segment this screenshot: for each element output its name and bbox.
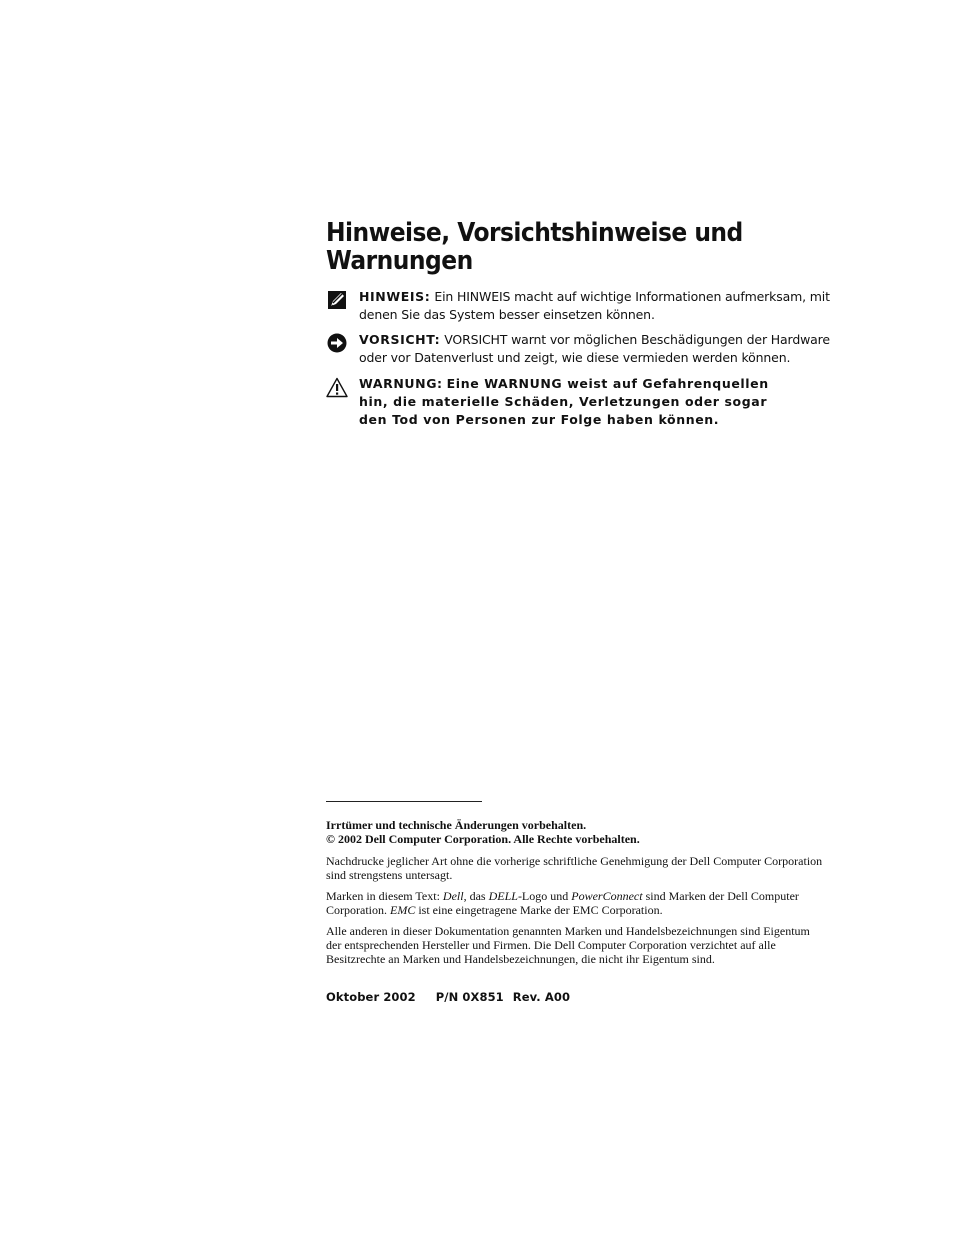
publication-date: Oktober 2002	[326, 990, 416, 1004]
revision: Rev. A00	[512, 990, 571, 1004]
arrow-circle-icon	[326, 333, 348, 355]
warnung-label: WARNUNG:	[359, 376, 443, 391]
trademark-text: , das	[463, 889, 489, 903]
trademark-dell-logo: DELL	[488, 889, 518, 903]
vorsicht-notice	[326, 331, 846, 367]
trademark-notice	[326, 889, 826, 917]
trademark-powerconnect: PowerConnect	[571, 889, 643, 903]
trademark-text: sind Marken der Dell Computer Corporation.	[326, 889, 799, 917]
note-pencil-icon	[326, 290, 348, 312]
trademark-dell: Dell	[442, 889, 464, 903]
vorsicht-label: VORSICHT:	[359, 332, 441, 347]
part-number: P/N 0X851	[435, 990, 504, 1004]
hinweis-notice	[326, 288, 846, 324]
footnote-divider	[326, 801, 482, 802]
hinweis-text: Ein HINWEIS macht auf wichtige Informationen aufmerksam, mit denen Sie das System besser einsetzen können.	[359, 289, 830, 322]
trademark-text: ist eine eingetragene Marke der EMC Corporation.	[415, 903, 663, 917]
warning-triangle-icon	[326, 377, 348, 399]
reprint-notice: Nachdrucke jeglicher Art ohne die vorherige schriftliche Genehmigung der Dell Computer Corporation sind strengstens untersagt.	[326, 854, 823, 882]
trademark-emc: EMC	[390, 903, 416, 917]
document-footer	[326, 990, 570, 1004]
hinweis-label: HINWEIS:	[359, 289, 431, 304]
disclaimer-line: Irrtümer und technische Änderungen vorbehalten.	[326, 818, 587, 832]
trademark-text: Marken in diesem Text:	[326, 889, 443, 903]
other-trademarks-notice: Alle anderen in dieser Dokumentation genannten Marken und Handelsbezeichnungen sind Eigentum der entsprechenden Hersteller und Firmen. Die Dell Computer Corporation verzichtet auf alle Besitzrechte an Marken und Handelsbezeichnungen, die nicht ihr Eigentum sind.	[326, 924, 810, 966]
page-title: Hinweise, Vorsichtshinweise und Warnungen	[326, 218, 743, 276]
trademark-text: -Logo und	[517, 889, 572, 903]
copyright-line: © 2002 Dell Computer Corporation. Alle Rechte vorbehalten.	[326, 832, 640, 846]
warnung-notice	[326, 375, 796, 429]
vorsicht-text: VORSICHT warnt vor möglichen Beschädigungen der Hardware oder vor Datenverlust und zeigt, wie diese vermieden werden können.	[359, 332, 830, 365]
warnung-text: Eine WARNUNG weist auf Gefahrenquellen hin, die materielle Schäden, Verletzungen oder sogar den Tod von Personen zur Folge haben können.	[359, 376, 769, 427]
